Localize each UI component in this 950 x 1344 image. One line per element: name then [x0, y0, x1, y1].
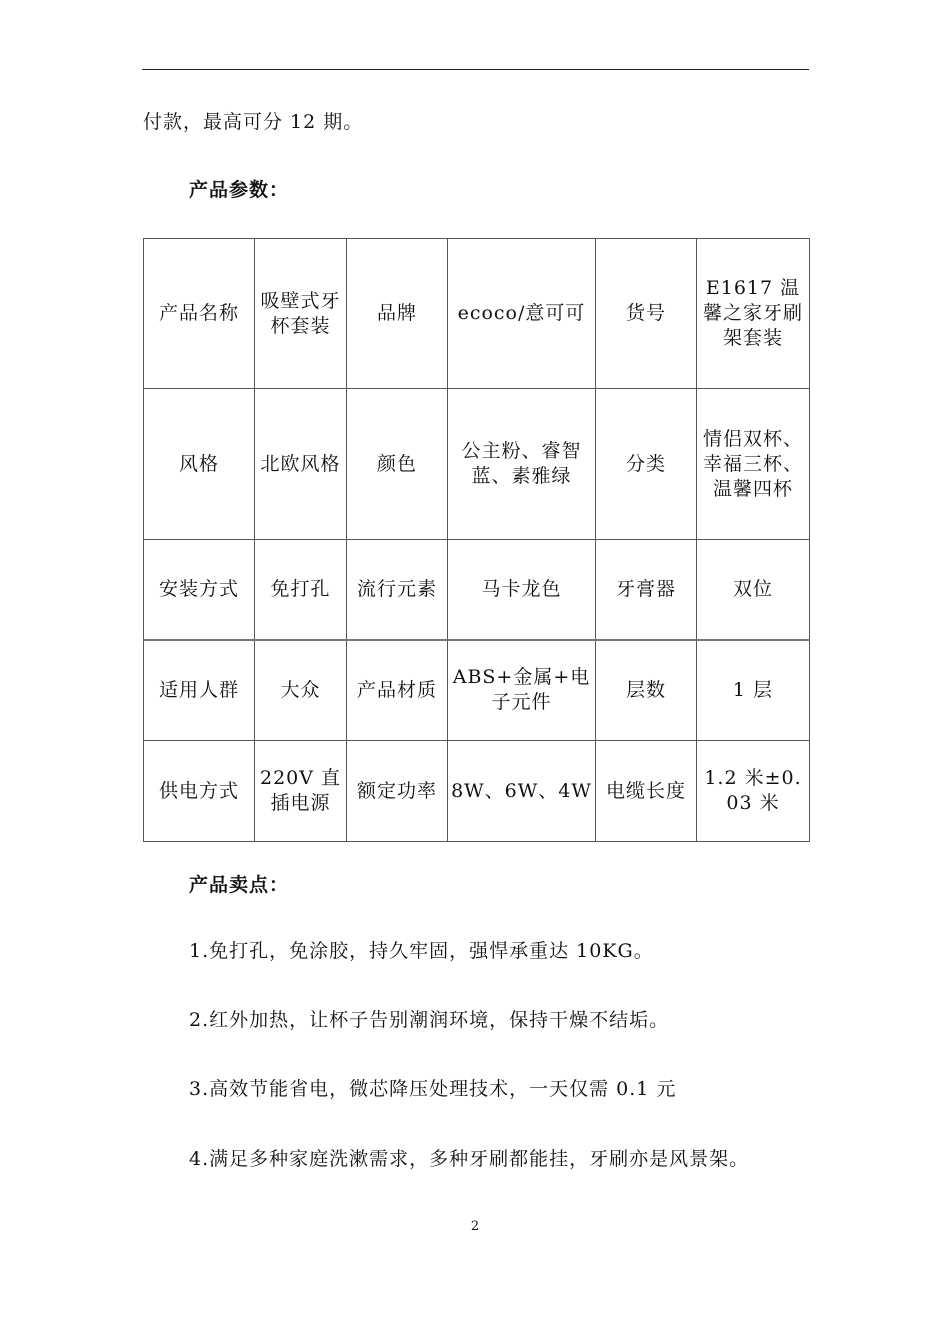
selling-point-item: 1.免打孔，免涂胶，持久牢固，强悍承重达 10KG。 — [189, 940, 654, 962]
table-cell: 情侣双杯、幸福三杯、温馨四杯 — [697, 389, 810, 540]
table-cell: 1.2 米±0.03 米 — [697, 741, 810, 842]
table-cell: 额定功率 — [347, 741, 448, 842]
header-rule — [142, 69, 809, 70]
table-cell: 吸壁式牙杯套装 — [255, 239, 347, 389]
page-number: 2 — [470, 1219, 480, 1234]
table-cell: E1617 温馨之家牙刷架套装 — [697, 239, 810, 389]
table-cell: 颜色 — [347, 389, 448, 540]
table-cell: 公主粉、睿智蓝、素雅绿 — [448, 389, 596, 540]
table-cell: 适用人群 — [144, 640, 255, 741]
table-cell: 1 层 — [697, 640, 810, 741]
table-row — [144, 389, 810, 540]
table-row — [144, 640, 810, 741]
table-cell: 免打孔 — [255, 540, 347, 640]
table-cell: 马卡龙色 — [448, 540, 596, 640]
table-cell: 大众 — [255, 640, 347, 741]
table-cell: 8W、6W、4W — [448, 741, 596, 842]
table-cell: 牙膏器 — [596, 540, 697, 640]
table-cell: 产品名称 — [144, 239, 255, 389]
table-row — [144, 741, 810, 842]
selling-point-item: 2.红外加热，让杯子告别潮润环境，保持干燥不结垢。 — [189, 1009, 670, 1031]
table-cell: 北欧风格 — [255, 389, 347, 540]
params-table — [143, 238, 810, 842]
selling-points-heading: 产品卖点： — [189, 874, 290, 896]
table-cell: 货号 — [596, 239, 697, 389]
table-cell: 流行元素 — [347, 540, 448, 640]
table-row — [144, 540, 810, 640]
table-cell: 电缆长度 — [596, 741, 697, 842]
table-cell: 安装方式 — [144, 540, 255, 640]
table-cell: 220V 直插电源 — [255, 741, 347, 842]
table-cell: 品牌 — [347, 239, 448, 389]
selling-point-item: 3.高效节能省电，微芯降压处理技术，一天仅需 0.1 元 — [189, 1078, 677, 1100]
table-row — [144, 239, 810, 389]
intro-text: 付款，最高可分 12 期。 — [143, 111, 364, 133]
table-cell: 产品材质 — [347, 640, 448, 741]
table-cell: 风格 — [144, 389, 255, 540]
table-cell: 双位 — [697, 540, 810, 640]
params-heading: 产品参数： — [189, 179, 290, 201]
table-cell: ABS+金属+电子元件 — [448, 640, 596, 741]
table-cell: 分类 — [596, 389, 697, 540]
table-cell: 层数 — [596, 640, 697, 741]
selling-point-item: 4.满足多种家庭洗漱需求，多种牙刷都能挂，牙刷亦是风景架。 — [189, 1148, 750, 1170]
table-cell: ecoco/意可可 — [448, 239, 596, 389]
table-cell: 供电方式 — [144, 741, 255, 842]
